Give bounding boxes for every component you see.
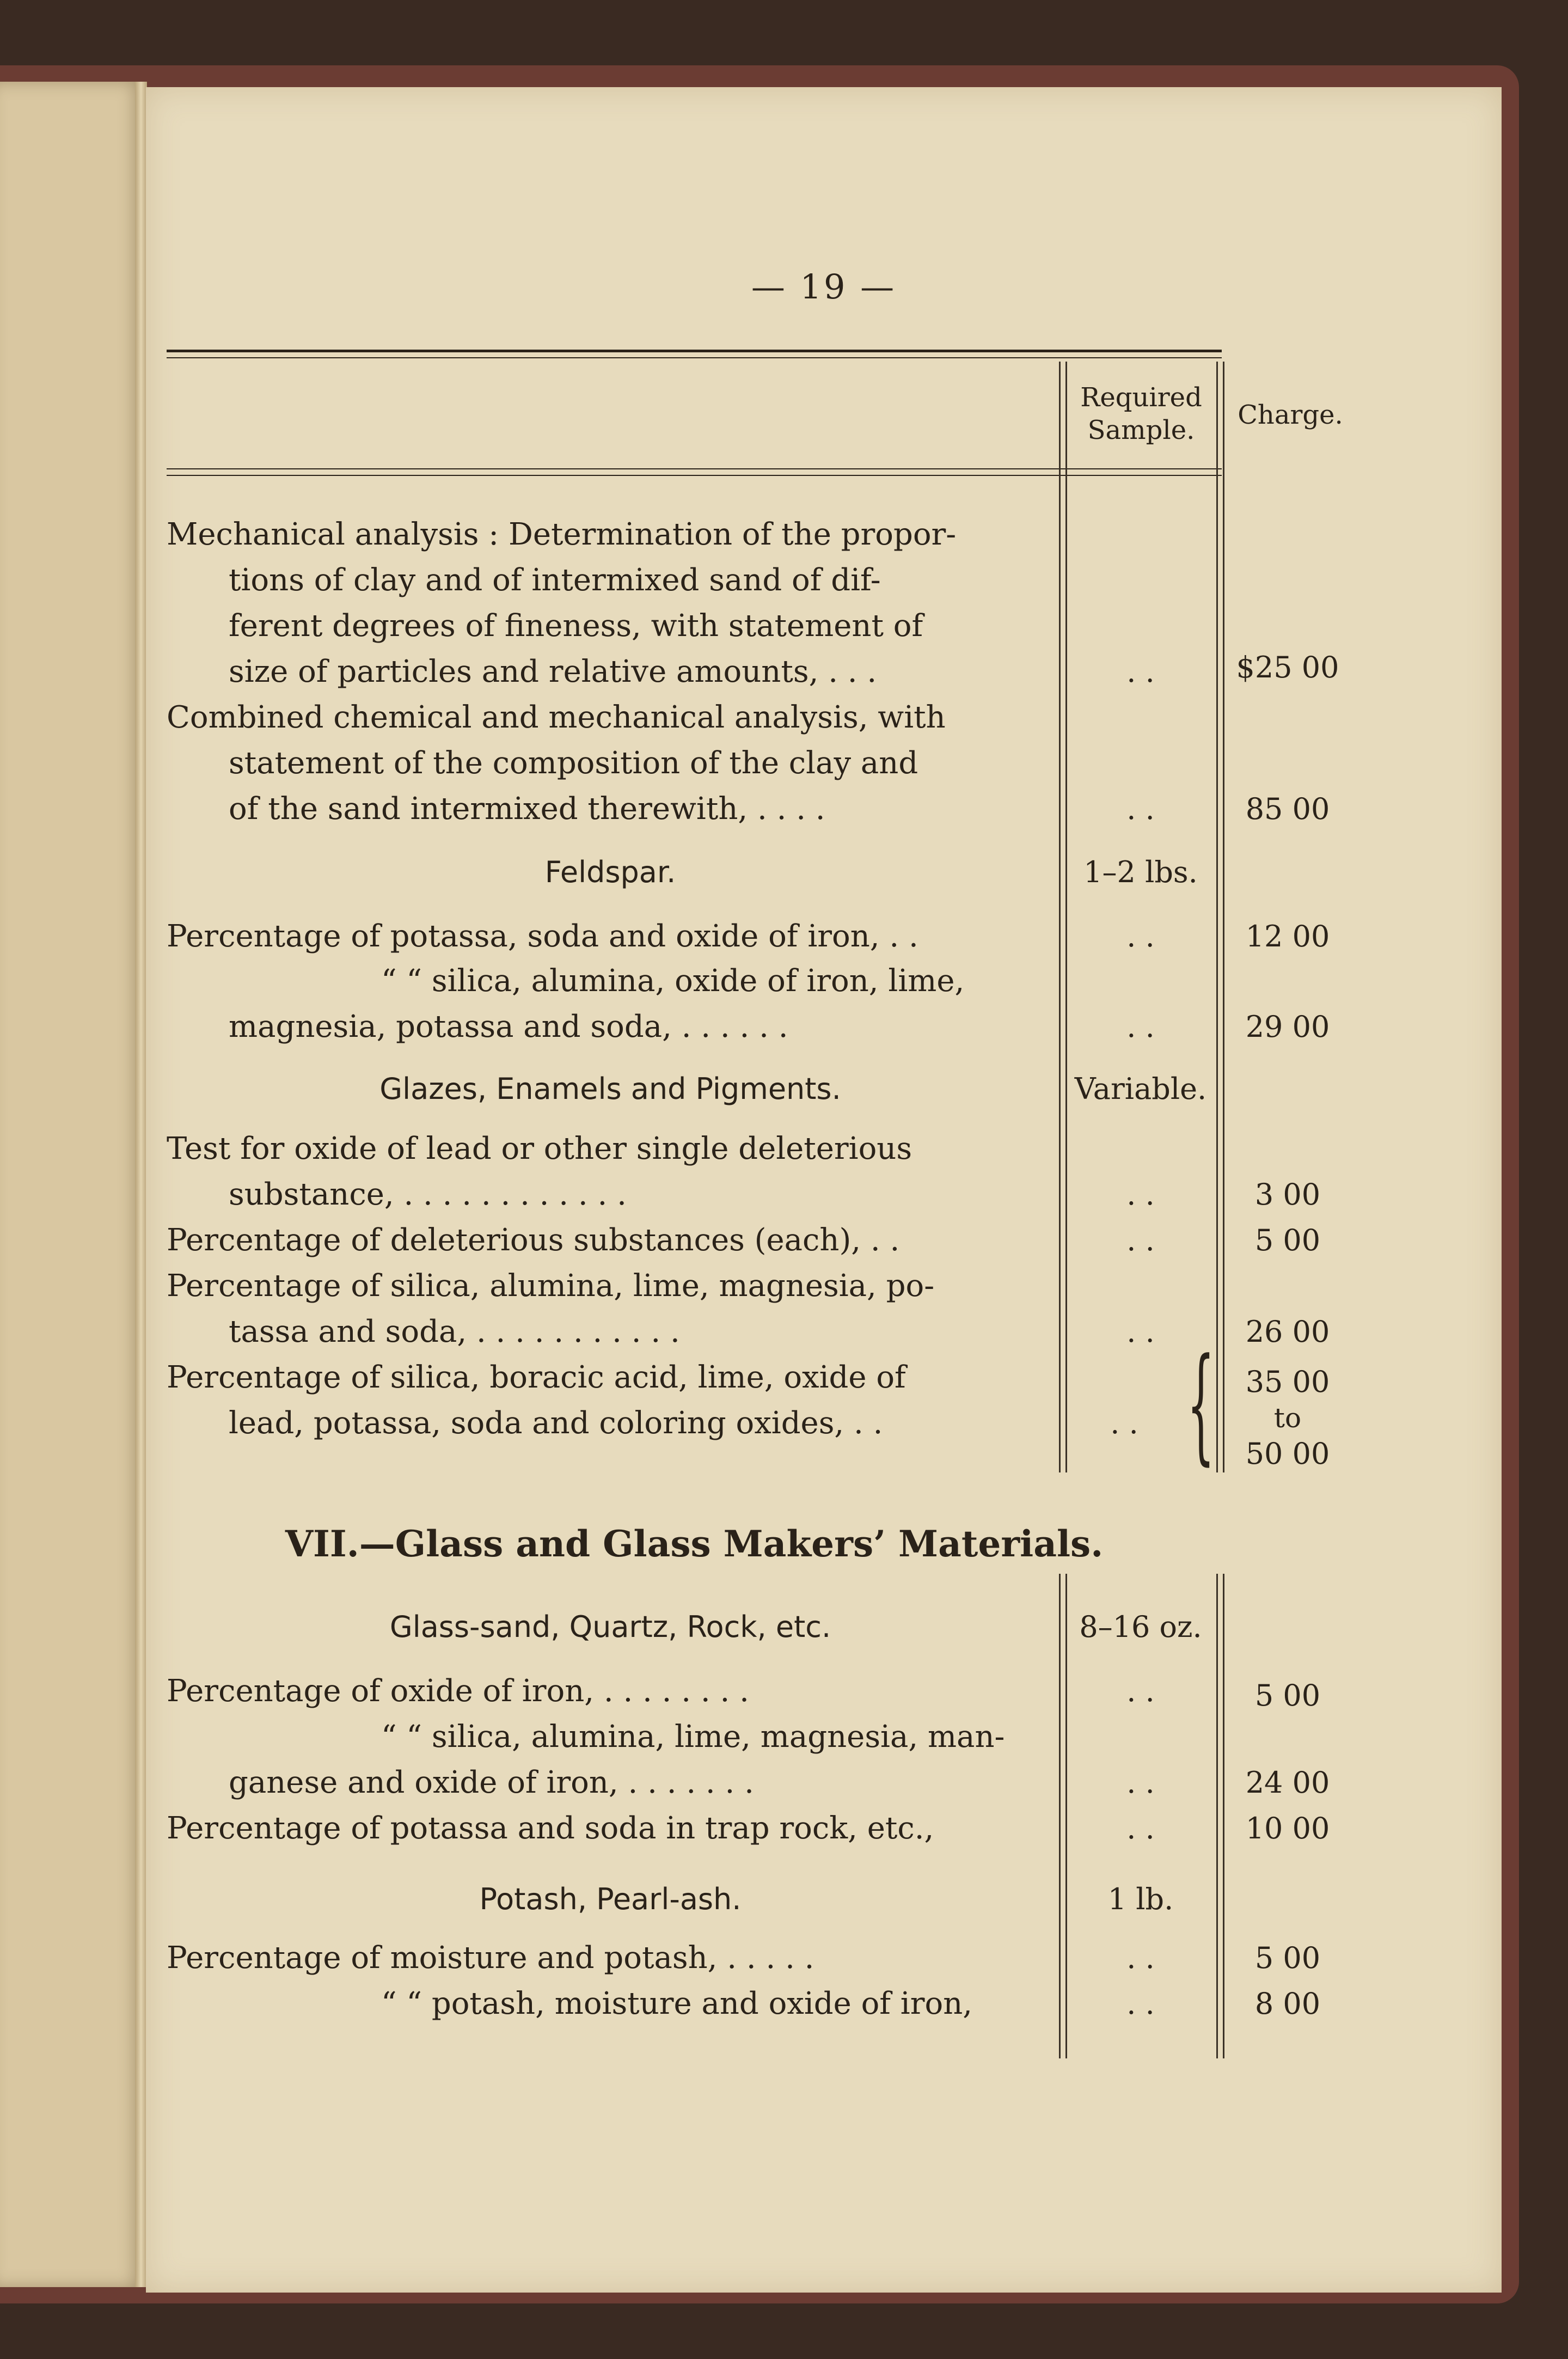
sample-value: 1–2 lbs. [1083, 855, 1198, 889]
charge-value: 12 00 [1245, 919, 1330, 954]
sample-value: . . [1110, 1406, 1138, 1440]
text-line: Percentage of moisture and potash, . . . . . [167, 1940, 814, 1976]
charge-value: 10 00 [1245, 1811, 1330, 1845]
text-line: Percentage of oxide of iron, . . . . . . . . [167, 1673, 749, 1709]
sample-value: . . [1126, 1987, 1155, 2021]
sample-value: 1 lb. [1107, 1882, 1174, 1916]
charge-value: 5 00 [1254, 1941, 1321, 1975]
top-rule-thin [167, 357, 1222, 358]
sample-value: . . [1126, 1223, 1155, 1257]
text-line: of the sand intermixed therewith, . . . . [229, 791, 825, 827]
text-line: Percentage of potassa and soda in trap rock, etc., [167, 1811, 934, 1846]
header-bottom-rule [167, 468, 1222, 469]
charge-value: 85 00 [1245, 792, 1330, 826]
charge-value: 24 00 [1245, 1765, 1330, 1800]
text-line: “ “ potash, moisture and oxide of iron, [381, 1986, 973, 2021]
subheading-potash: Potash, Pearl-ash. [479, 1882, 742, 1916]
sample-value: . . [1126, 1315, 1155, 1349]
text-line: substance, . . . . . . . . . . . . [229, 1177, 627, 1212]
text-line: Percentage of potassa, soda and oxide of iron, . . [167, 919, 918, 954]
header-charge: Charge. [1238, 400, 1343, 430]
charge-range-end: 50 00 [1245, 1437, 1330, 1471]
text-line: “ “ silica, alumina, lime, magnesia, man- [381, 1719, 1005, 1755]
text-line: “ “ silica, alumina, oxide of iron, lime, [381, 963, 965, 999]
charge-value: 5 00 [1254, 1223, 1321, 1257]
top-rule-thick [167, 350, 1222, 352]
charge-value: 29 00 [1245, 1010, 1330, 1044]
charge-range-to: to [1273, 1402, 1302, 1434]
charge-range-from: 35 00 [1245, 1365, 1330, 1399]
sample-value: . . [1126, 1177, 1155, 1212]
column-divider-3a [1059, 1574, 1061, 2058]
sample-value: . . [1126, 792, 1155, 826]
text-line: tassa and soda, . . . . . . . . . . . [229, 1314, 680, 1349]
page-number: — 19 — [751, 267, 897, 307]
subheading-glazes: Glazes, Enamels and Pigments. [379, 1072, 841, 1106]
sample-value: . . [1126, 1674, 1155, 1708]
text-line: statement of the composition of the clay and [229, 745, 918, 781]
sample-value: 8–16 oz. [1079, 1610, 1202, 1644]
sample-value: Variable. [1074, 1072, 1207, 1106]
sample-value: . . [1126, 919, 1155, 954]
book-spine [135, 82, 147, 2287]
left-page-edge [0, 82, 144, 2287]
text-line: Mechanical analysis : Determination of the propor- [167, 517, 957, 552]
charge-value: $25 00 [1236, 650, 1339, 685]
sample-value: . . [1126, 655, 1155, 689]
header-required-sample [1067, 381, 1215, 447]
text-line: lead, potassa, soda and coloring oxides, . . [229, 1405, 883, 1441]
charge-value: 3 00 [1254, 1177, 1321, 1212]
sample-value: . . [1126, 1010, 1155, 1044]
sample-value: . . [1126, 1765, 1155, 1800]
subheading-glass-sand: Glass-sand, Quartz, Rock, etc. [389, 1610, 831, 1644]
header-required-line1: Required [1080, 382, 1202, 413]
header-required-line2: Sample. [1087, 415, 1195, 445]
text-line: tions of clay and of intermixed sand of dif- [229, 563, 881, 598]
text-line: Combined chemical and mechanical analysis, with [167, 700, 946, 735]
charge-value: 26 00 [1245, 1315, 1330, 1349]
brace-glyph: { [1187, 1332, 1215, 1477]
sample-value: . . [1126, 1811, 1155, 1845]
sample-value: . . [1126, 1941, 1155, 1975]
column-divider-1a [1059, 362, 1061, 1472]
text-line: Percentage of deleterious substances (each), . . [167, 1223, 900, 1258]
header-bottom-rule-2 [167, 475, 1222, 476]
text-line: Percentage of silica, boracic acid, lime, oxide of [167, 1360, 906, 1395]
text-line: Percentage of silica, alumina, lime, magnesia, po- [167, 1268, 935, 1304]
text-line: ferent degrees of fineness, with statement of [229, 608, 923, 644]
charge-value: 5 00 [1254, 1678, 1321, 1713]
charge-value: 8 00 [1254, 1987, 1321, 2021]
text-line: magnesia, potassa and soda, . . . . . . [229, 1009, 788, 1044]
section-title: VII.—Glass and Glass Makers’ Materials. [285, 1523, 1104, 1565]
text-line: size of particles and relative amounts, . . . [229, 654, 877, 689]
text-line: Test for oxide of lead or other single deleterious [167, 1131, 912, 1166]
subheading-feldspar: Feldspar. [544, 855, 676, 889]
text-line: ganese and oxide of iron, . . . . . . . [229, 1765, 754, 1800]
